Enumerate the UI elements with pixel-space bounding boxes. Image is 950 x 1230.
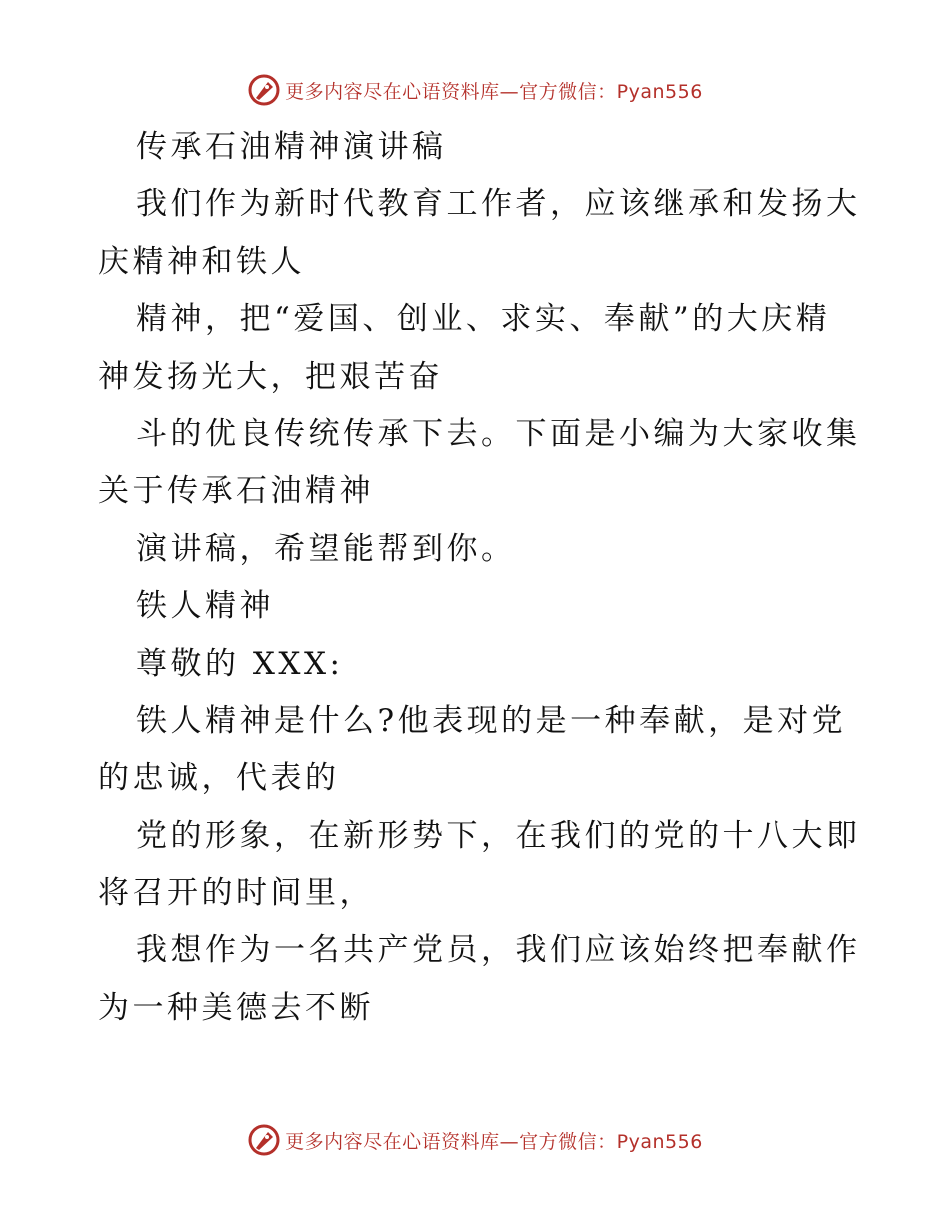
text-line: 铁人精神是什么?他表现的是一种奉献，是对党 (136, 702, 847, 739)
text-line: 演讲稿，希望能帮到你。 (136, 530, 516, 567)
text-line: 神发扬光大，把艰苦奋 (98, 358, 443, 395)
text-line: 的忠诚，代表的 (98, 760, 340, 797)
footer-banner (0, 1120, 950, 1160)
pen-nib-circle-icon (247, 73, 281, 107)
document-body (98, 119, 861, 1037)
text-line: 铁人精神 (136, 588, 274, 625)
text-line: 庆精神和铁人 (98, 243, 305, 280)
text-line: 为一种美德去不断 (98, 989, 374, 1026)
text-line: 我想作为一名共产党员，我们应该始终把奉献作 (136, 932, 861, 969)
text-line: 关于传承石油精神 (98, 473, 374, 510)
wechat-id: Pyan556 (616, 80, 703, 103)
document-title: 传承石油精神演讲稿 (136, 129, 447, 165)
wechat-id: Pyan556 (616, 1130, 703, 1153)
header-banner (0, 70, 950, 110)
text-line: 精神，把“爱国、创业、求实、奉献”的大庆精 (136, 301, 831, 338)
text-line: 我们作为新时代教育工作者，应该继承和发扬大 (136, 186, 861, 223)
text-line: 将召开的时间里， (98, 875, 374, 912)
text-line: 尊敬的 XXX: (136, 645, 344, 682)
text-line: 党的形象，在新形势下，在我们的党的十八大即 (136, 817, 861, 854)
banner-text: 更多内容尽在心语资料库—官方微信：Pyan556 (285, 1130, 703, 1153)
text-line: 斗的优良传统传承下去。下面是小编为大家收集 (136, 415, 861, 452)
pen-nib-circle-icon (247, 1123, 281, 1157)
banner-text: 更多内容尽在心语资料库—官方微信：Pyan556 (285, 80, 703, 103)
